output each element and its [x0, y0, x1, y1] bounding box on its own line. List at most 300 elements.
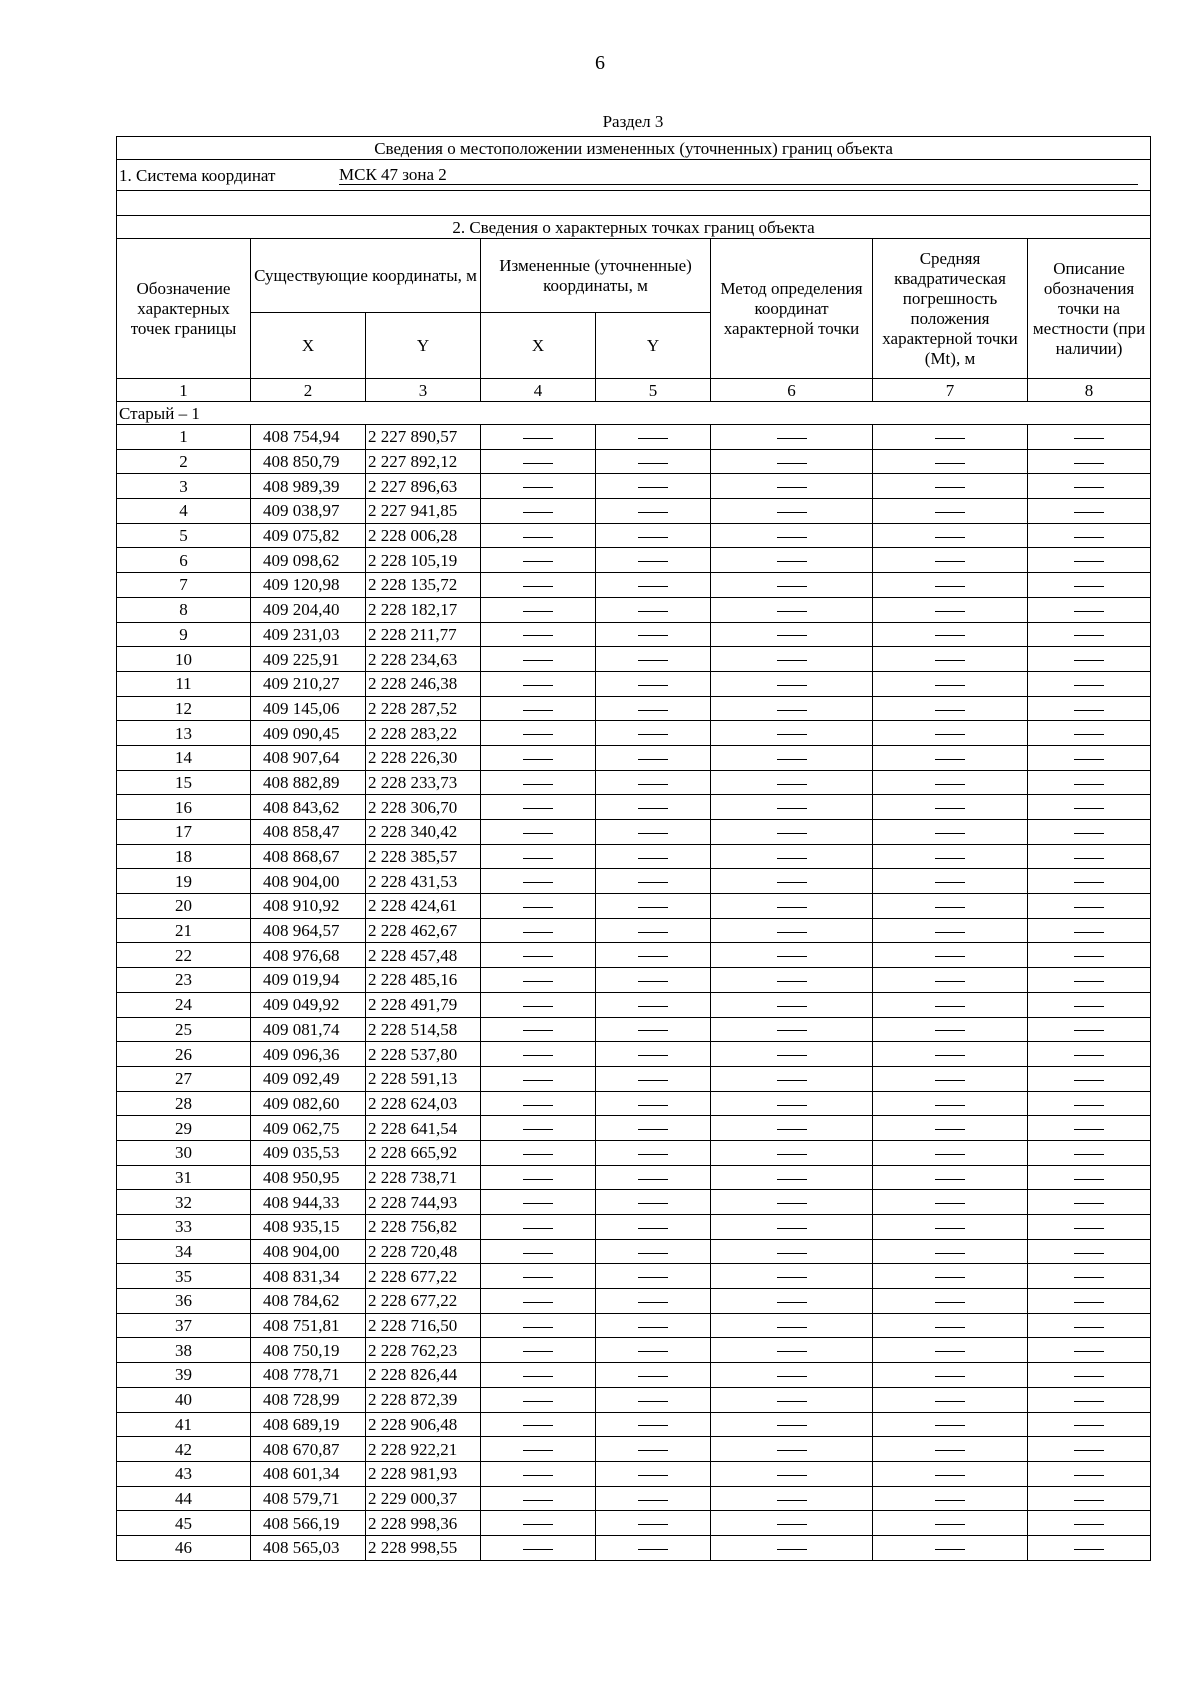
table-row — [117, 523, 1151, 548]
existing-x: 408 935,15 — [251, 1215, 366, 1240]
dash-mark — [777, 956, 807, 957]
existing-x: 409 090,45 — [251, 721, 366, 746]
empty-dash-cell — [596, 449, 711, 474]
empty-dash-cell — [481, 1486, 596, 1511]
dash-mark — [777, 1401, 807, 1402]
empty-dash-cell — [481, 1412, 596, 1437]
empty-dash-cell — [481, 721, 596, 746]
dash-mark — [1074, 833, 1104, 834]
empty-dash-cell — [873, 992, 1028, 1017]
empty-dash-cell — [873, 1412, 1028, 1437]
empty-dash-cell — [1028, 1313, 1151, 1338]
table-row — [117, 795, 1151, 820]
empty-dash-cell — [1028, 1140, 1151, 1165]
dash-mark — [777, 858, 807, 859]
dash-mark — [935, 635, 965, 636]
empty-dash-cell — [873, 820, 1028, 845]
existing-x: 409 019,94 — [251, 968, 366, 993]
empty-dash-cell — [596, 844, 711, 869]
empty-dash-cell — [711, 1535, 873, 1560]
dash-mark — [1074, 537, 1104, 538]
dash-mark — [935, 1129, 965, 1130]
dash-mark — [523, 561, 553, 562]
dash-mark — [523, 1006, 553, 1007]
empty-dash-cell — [711, 1091, 873, 1116]
point-number: 30 — [117, 1140, 251, 1165]
empty-dash-cell — [596, 499, 711, 524]
empty-dash-cell — [596, 918, 711, 943]
existing-x: 408 601,34 — [251, 1461, 366, 1486]
dash-mark — [777, 586, 807, 587]
dash-mark — [638, 1401, 668, 1402]
table-row — [117, 1190, 1151, 1215]
point-number: 34 — [117, 1239, 251, 1264]
dash-mark — [777, 907, 807, 908]
empty-dash-cell — [596, 1461, 711, 1486]
existing-y: 2 228 998,55 — [366, 1535, 481, 1560]
dash-mark — [777, 1228, 807, 1229]
dash-mark — [638, 1105, 668, 1106]
empty-dash-cell — [873, 894, 1028, 919]
empty-dash-cell — [596, 968, 711, 993]
existing-y: 2 228 537,80 — [366, 1042, 481, 1067]
existing-y: 2 228 211,77 — [366, 622, 481, 647]
empty-dash-cell — [1028, 1338, 1151, 1363]
dash-mark — [638, 932, 668, 933]
existing-y: 2 228 998,36 — [366, 1511, 481, 1536]
dash-mark — [1074, 1203, 1104, 1204]
dash-mark — [638, 487, 668, 488]
empty-dash-cell — [873, 1215, 1028, 1240]
empty-dash-cell — [481, 1215, 596, 1240]
table-row — [117, 943, 1151, 968]
table-row — [117, 1486, 1151, 1511]
dash-mark — [638, 1376, 668, 1377]
empty-dash-cell — [1028, 425, 1151, 450]
point-number: 29 — [117, 1116, 251, 1141]
empty-dash-cell — [1028, 1165, 1151, 1190]
dash-mark — [935, 1376, 965, 1377]
dash-mark — [777, 635, 807, 636]
dash-mark — [638, 1500, 668, 1501]
dash-mark — [523, 1450, 553, 1451]
empty-dash-cell — [596, 721, 711, 746]
dash-mark — [777, 1179, 807, 1180]
header-changed-x: X — [481, 313, 596, 379]
empty-dash-cell — [596, 820, 711, 845]
empty-dash-cell — [481, 869, 596, 894]
empty-dash-cell — [873, 1313, 1028, 1338]
existing-y: 2 228 922,21 — [366, 1437, 481, 1462]
empty-dash-cell — [873, 943, 1028, 968]
dash-mark — [1074, 1055, 1104, 1056]
existing-x: 408 858,47 — [251, 820, 366, 845]
dash-mark — [523, 1475, 553, 1476]
point-number: 28 — [117, 1091, 251, 1116]
dash-mark — [638, 1030, 668, 1031]
empty-dash-cell — [873, 869, 1028, 894]
section-title: Раздел 3 — [602, 112, 664, 131]
dash-mark — [1074, 1228, 1104, 1229]
existing-y: 2 228 744,93 — [366, 1190, 481, 1215]
dash-mark — [935, 784, 965, 785]
dash-mark — [777, 1203, 807, 1204]
dash-mark — [523, 1401, 553, 1402]
point-number: 24 — [117, 992, 251, 1017]
column-number: 3 — [366, 379, 481, 402]
point-number: 2 — [117, 449, 251, 474]
dash-mark — [523, 611, 553, 612]
page-number: 6 — [595, 52, 605, 74]
empty-dash-cell — [711, 1313, 873, 1338]
dash-mark — [1074, 1179, 1104, 1180]
empty-dash-cell — [596, 1338, 711, 1363]
empty-dash-cell — [711, 696, 873, 721]
dash-mark — [777, 1327, 807, 1328]
dash-mark — [777, 1549, 807, 1550]
dash-mark — [935, 438, 965, 439]
existing-y: 2 228 624,03 — [366, 1091, 481, 1116]
empty-dash-cell — [481, 1091, 596, 1116]
dash-mark — [777, 1500, 807, 1501]
dash-mark — [935, 1253, 965, 1254]
dash-mark — [777, 487, 807, 488]
point-number: 4 — [117, 499, 251, 524]
dash-mark — [777, 512, 807, 513]
dash-mark — [1074, 734, 1104, 735]
dash-mark — [638, 1425, 668, 1426]
empty-dash-cell — [481, 894, 596, 919]
empty-dash-cell — [873, 1017, 1028, 1042]
existing-x: 408 904,00 — [251, 1239, 366, 1264]
empty-dash-cell — [1028, 869, 1151, 894]
point-number: 25 — [117, 1017, 251, 1042]
empty-dash-cell — [711, 820, 873, 845]
dash-mark — [935, 734, 965, 735]
dash-mark — [935, 1105, 965, 1106]
empty-dash-cell — [596, 696, 711, 721]
header-mean-square-error: Средняя квадратическая погрешность положения характерной точки (Mt), м — [873, 239, 1028, 379]
coord-system-label: 1. Система координат — [119, 166, 276, 185]
empty-dash-cell — [596, 523, 711, 548]
dash-mark — [523, 635, 553, 636]
dash-mark — [638, 660, 668, 661]
table-row — [117, 820, 1151, 845]
dash-mark — [523, 1524, 553, 1525]
existing-x: 409 035,53 — [251, 1140, 366, 1165]
existing-x: 408 831,34 — [251, 1264, 366, 1289]
dash-mark — [777, 1475, 807, 1476]
empty-dash-cell — [1028, 943, 1151, 968]
existing-y: 2 228 431,53 — [366, 869, 481, 894]
dash-mark — [1074, 586, 1104, 587]
empty-dash-cell — [711, 1338, 873, 1363]
empty-dash-cell — [711, 1140, 873, 1165]
empty-dash-cell — [596, 1387, 711, 1412]
dash-mark — [523, 1080, 553, 1081]
empty-dash-cell — [1028, 745, 1151, 770]
dash-mark — [523, 1500, 553, 1501]
existing-x: 408 882,89 — [251, 770, 366, 795]
existing-y: 2 228 306,70 — [366, 795, 481, 820]
table-row — [117, 1017, 1151, 1042]
empty-dash-cell — [596, 869, 711, 894]
empty-dash-cell — [711, 449, 873, 474]
empty-dash-cell — [596, 1140, 711, 1165]
existing-x: 408 910,92 — [251, 894, 366, 919]
empty-dash-cell — [711, 548, 873, 573]
table-row — [117, 844, 1151, 869]
table-row — [117, 597, 1151, 622]
dash-mark — [638, 1475, 668, 1476]
point-number: 1 — [117, 425, 251, 450]
table-row — [117, 499, 1151, 524]
empty-dash-cell — [481, 1140, 596, 1165]
empty-dash-cell — [1028, 1215, 1151, 1240]
dash-mark — [1074, 1277, 1104, 1278]
dash-mark — [1074, 1549, 1104, 1550]
existing-x: 408 843,62 — [251, 795, 366, 820]
empty-dash-cell — [711, 1116, 873, 1141]
dash-mark — [777, 463, 807, 464]
table-row — [117, 721, 1151, 746]
empty-dash-cell — [596, 770, 711, 795]
dash-mark — [638, 808, 668, 809]
point-number: 11 — [117, 671, 251, 696]
dash-mark — [777, 685, 807, 686]
table-row — [117, 770, 1151, 795]
empty-dash-cell — [596, 1190, 711, 1215]
dash-mark — [1074, 463, 1104, 464]
empty-dash-cell — [711, 1437, 873, 1462]
empty-dash-cell — [711, 918, 873, 943]
dash-mark — [777, 1253, 807, 1254]
dash-mark — [777, 611, 807, 612]
dash-mark — [935, 1549, 965, 1550]
dash-mark — [1074, 907, 1104, 908]
dash-mark — [523, 882, 553, 883]
table-row — [117, 647, 1151, 672]
existing-y: 2 228 906,48 — [366, 1412, 481, 1437]
dash-mark — [935, 858, 965, 859]
dash-mark — [1074, 1253, 1104, 1254]
empty-dash-cell — [596, 647, 711, 672]
dash-mark — [523, 981, 553, 982]
dash-mark — [523, 1549, 553, 1550]
point-number: 42 — [117, 1437, 251, 1462]
point-number: 7 — [117, 573, 251, 598]
empty-dash-cell — [1028, 1412, 1151, 1437]
empty-dash-cell — [481, 968, 596, 993]
dash-mark — [1074, 1080, 1104, 1081]
dash-mark — [777, 537, 807, 538]
table-row — [117, 1412, 1151, 1437]
empty-dash-cell — [596, 1511, 711, 1536]
dash-mark — [1074, 710, 1104, 711]
empty-dash-cell — [481, 770, 596, 795]
column-number-row — [117, 379, 1151, 402]
dash-mark — [935, 1351, 965, 1352]
table-row — [117, 1239, 1151, 1264]
existing-x: 409 210,27 — [251, 671, 366, 696]
dash-mark — [935, 1277, 965, 1278]
existing-y: 2 228 872,39 — [366, 1387, 481, 1412]
empty-dash-cell — [711, 795, 873, 820]
empty-dash-cell — [711, 1264, 873, 1289]
dash-mark — [638, 1228, 668, 1229]
table-row — [117, 622, 1151, 647]
empty-dash-cell — [481, 548, 596, 573]
empty-dash-cell — [481, 1363, 596, 1388]
existing-y: 2 228 246,38 — [366, 671, 481, 696]
dash-mark — [777, 710, 807, 711]
dash-mark — [777, 784, 807, 785]
empty-dash-cell — [711, 1461, 873, 1486]
empty-dash-cell — [596, 573, 711, 598]
empty-dash-cell — [711, 671, 873, 696]
empty-dash-cell — [1028, 647, 1151, 672]
column-number: 5 — [596, 379, 711, 402]
dash-mark — [638, 981, 668, 982]
point-number: 3 — [117, 474, 251, 499]
dash-mark — [935, 1524, 965, 1525]
header-changed-coords: Измененные (уточненные) координаты, м — [481, 239, 711, 313]
dash-mark — [777, 1055, 807, 1056]
dash-mark — [777, 981, 807, 982]
point-number: 44 — [117, 1486, 251, 1511]
empty-dash-cell — [711, 573, 873, 598]
empty-dash-cell — [481, 1066, 596, 1091]
empty-dash-cell — [1028, 499, 1151, 524]
empty-dash-cell — [1028, 844, 1151, 869]
dash-mark — [638, 1203, 668, 1204]
empty-dash-cell — [1028, 1437, 1151, 1462]
empty-dash-cell — [873, 968, 1028, 993]
dash-mark — [777, 438, 807, 439]
existing-x: 409 081,74 — [251, 1017, 366, 1042]
existing-y: 2 227 941,85 — [366, 499, 481, 524]
empty-dash-cell — [1028, 1264, 1151, 1289]
dash-mark — [935, 1030, 965, 1031]
empty-dash-cell — [1028, 597, 1151, 622]
dash-mark — [523, 858, 553, 859]
dash-mark — [935, 611, 965, 612]
empty-dash-cell — [873, 770, 1028, 795]
dash-mark — [523, 1105, 553, 1106]
dash-mark — [638, 734, 668, 735]
empty-dash-cell — [481, 844, 596, 869]
existing-y: 2 228 591,13 — [366, 1066, 481, 1091]
existing-x: 408 784,62 — [251, 1289, 366, 1314]
empty-dash-cell — [873, 721, 1028, 746]
dash-mark — [1074, 981, 1104, 982]
dash-mark — [523, 1055, 553, 1056]
dash-mark — [523, 759, 553, 760]
existing-x: 408 689,19 — [251, 1412, 366, 1437]
existing-y: 2 227 892,12 — [366, 449, 481, 474]
dash-mark — [638, 1450, 668, 1451]
existing-y: 2 227 896,63 — [366, 474, 481, 499]
dash-mark — [1074, 611, 1104, 612]
empty-dash-cell — [711, 1486, 873, 1511]
empty-dash-cell — [873, 1165, 1028, 1190]
dash-mark — [935, 981, 965, 982]
empty-dash-cell — [596, 1215, 711, 1240]
table-row — [117, 1066, 1151, 1091]
dash-mark — [523, 660, 553, 661]
dash-mark — [638, 858, 668, 859]
empty-dash-cell — [873, 548, 1028, 573]
empty-dash-cell — [873, 1535, 1028, 1560]
dash-mark — [777, 1376, 807, 1377]
empty-dash-cell — [873, 1116, 1028, 1141]
table-row — [117, 449, 1151, 474]
dash-mark — [1074, 759, 1104, 760]
empty-dash-cell — [481, 696, 596, 721]
dash-mark — [638, 1080, 668, 1081]
point-number: 19 — [117, 869, 251, 894]
dash-mark — [638, 833, 668, 834]
dash-mark — [1074, 1524, 1104, 1525]
dash-mark — [935, 1080, 965, 1081]
dash-mark — [777, 1154, 807, 1155]
dash-mark — [523, 1327, 553, 1328]
table-row — [117, 474, 1151, 499]
empty-dash-cell — [481, 523, 596, 548]
table-row — [117, 1140, 1151, 1165]
empty-dash-cell — [1028, 1239, 1151, 1264]
empty-dash-cell — [481, 449, 596, 474]
dash-mark — [777, 1105, 807, 1106]
empty-dash-cell — [711, 425, 873, 450]
existing-y: 2 228 762,23 — [366, 1338, 481, 1363]
empty-dash-cell — [711, 647, 873, 672]
table-row — [117, 918, 1151, 943]
dash-mark — [523, 1129, 553, 1130]
existing-y: 2 228 006,28 — [366, 523, 481, 548]
empty-dash-cell — [481, 745, 596, 770]
existing-y: 2 228 457,48 — [366, 943, 481, 968]
point-number: 9 — [117, 622, 251, 647]
existing-y: 2 227 890,57 — [366, 425, 481, 450]
empty-dash-cell — [873, 671, 1028, 696]
empty-dash-cell — [873, 1511, 1028, 1536]
empty-dash-cell — [1028, 449, 1151, 474]
empty-dash-cell — [873, 745, 1028, 770]
existing-y: 2 228 826,44 — [366, 1363, 481, 1388]
table-row — [117, 894, 1151, 919]
existing-y: 2 228 641,54 — [366, 1116, 481, 1141]
empty-dash-cell — [873, 1437, 1028, 1462]
empty-dash-cell — [1028, 795, 1151, 820]
existing-x: 408 750,19 — [251, 1338, 366, 1363]
blank-row — [117, 191, 1151, 216]
point-number: 36 — [117, 1289, 251, 1314]
empty-dash-cell — [481, 1313, 596, 1338]
empty-dash-cell — [711, 1511, 873, 1536]
empty-dash-cell — [711, 943, 873, 968]
empty-dash-cell — [596, 1264, 711, 1289]
point-number: 39 — [117, 1363, 251, 1388]
empty-dash-cell — [711, 992, 873, 1017]
dash-mark — [523, 1351, 553, 1352]
empty-dash-cell — [481, 425, 596, 450]
dash-mark — [777, 1030, 807, 1031]
empty-dash-cell — [1028, 721, 1151, 746]
empty-dash-cell — [711, 894, 873, 919]
empty-dash-cell — [1028, 1042, 1151, 1067]
existing-y: 2 228 462,67 — [366, 918, 481, 943]
